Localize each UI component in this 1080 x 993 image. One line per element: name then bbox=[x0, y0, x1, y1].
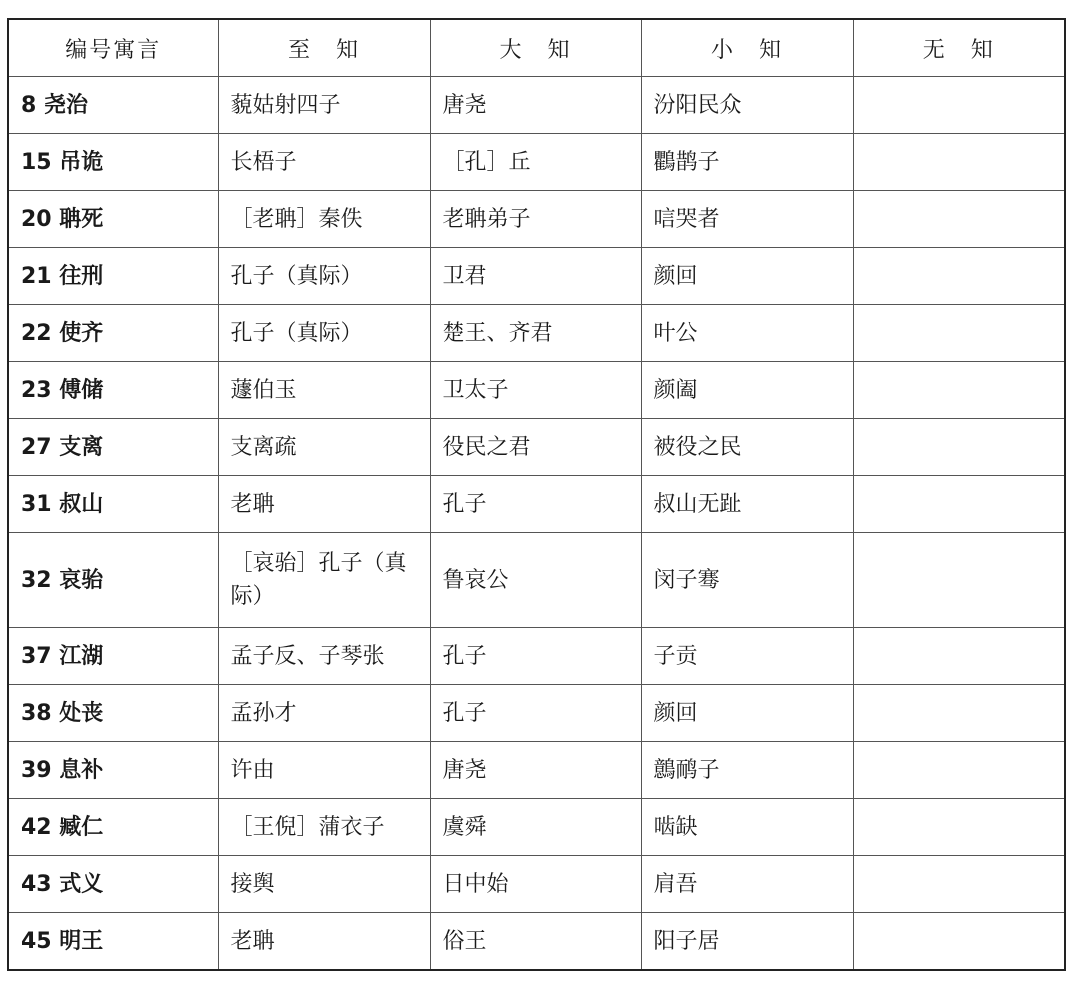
no-knowledge-cell bbox=[853, 856, 1065, 913]
small-knowledge-cell: 颜回 bbox=[641, 248, 853, 305]
supreme-knowledge-cell: ［老聃］秦佚 bbox=[218, 191, 430, 248]
small-knowledge-cell: 啮缺 bbox=[641, 799, 853, 856]
table-row bbox=[8, 476, 1065, 533]
no-knowledge-cell bbox=[853, 362, 1065, 419]
table-row bbox=[8, 856, 1065, 913]
table-row bbox=[8, 362, 1065, 419]
table-row bbox=[8, 419, 1065, 476]
supreme-knowledge-cell: 蘧伯玉 bbox=[218, 362, 430, 419]
great-knowledge-cell: 鲁哀公 bbox=[430, 533, 641, 628]
fable-cell: 43 式义 bbox=[8, 856, 218, 913]
header-row bbox=[8, 19, 1065, 77]
header-cell-fable: 编号寓言 bbox=[8, 19, 218, 77]
small-knowledge-cell: 汾阳民众 bbox=[641, 77, 853, 134]
fable-cell: 39 息补 bbox=[8, 742, 218, 799]
table-row bbox=[8, 913, 1065, 971]
small-knowledge-cell: 肩吾 bbox=[641, 856, 853, 913]
no-knowledge-cell bbox=[853, 134, 1065, 191]
fable-cell: 31 叔山 bbox=[8, 476, 218, 533]
great-knowledge-cell: 孔子 bbox=[430, 476, 641, 533]
supreme-knowledge-cell: 老聃 bbox=[218, 913, 430, 971]
fable-cell: 8 尧治 bbox=[8, 77, 218, 134]
no-knowledge-cell bbox=[853, 419, 1065, 476]
table-row bbox=[8, 685, 1065, 742]
great-knowledge-cell: 孔子 bbox=[430, 628, 641, 685]
great-knowledge-cell: 老聃弟子 bbox=[430, 191, 641, 248]
no-knowledge-cell bbox=[853, 476, 1065, 533]
no-knowledge-cell bbox=[853, 799, 1065, 856]
table-row bbox=[8, 799, 1065, 856]
supreme-knowledge-cell: ［王倪］蒲衣子 bbox=[218, 799, 430, 856]
supreme-knowledge-cell: 长梧子 bbox=[218, 134, 430, 191]
supreme-knowledge-cell: 孟子反、子琴张 bbox=[218, 628, 430, 685]
fable-cell: 32 哀骀 bbox=[8, 533, 218, 628]
header-cell-great-knowledge: 大 知 bbox=[430, 19, 641, 77]
fable-cell: 37 江湖 bbox=[8, 628, 218, 685]
supreme-knowledge-cell: 孔子（真际） bbox=[218, 305, 430, 362]
table-row bbox=[8, 248, 1065, 305]
table-row bbox=[8, 77, 1065, 134]
great-knowledge-cell: 孔子 bbox=[430, 685, 641, 742]
great-knowledge-cell: 楚王、齐君 bbox=[430, 305, 641, 362]
table-row bbox=[8, 742, 1065, 799]
header-cell-small-knowledge: 小 知 bbox=[641, 19, 853, 77]
supreme-knowledge-cell: 接舆 bbox=[218, 856, 430, 913]
small-knowledge-cell: 鷾鸸子 bbox=[641, 742, 853, 799]
table-body bbox=[8, 77, 1065, 971]
table-row bbox=[8, 134, 1065, 191]
no-knowledge-cell bbox=[853, 742, 1065, 799]
small-knowledge-cell: 颜回 bbox=[641, 685, 853, 742]
small-knowledge-cell: 颜阖 bbox=[641, 362, 853, 419]
great-knowledge-cell: 唐尧 bbox=[430, 77, 641, 134]
small-knowledge-cell: 叶公 bbox=[641, 305, 853, 362]
fable-cell: 27 支离 bbox=[8, 419, 218, 476]
great-knowledge-cell: 役民之君 bbox=[430, 419, 641, 476]
table-row bbox=[8, 191, 1065, 248]
great-knowledge-cell: 唐尧 bbox=[430, 742, 641, 799]
small-knowledge-cell: 阳子居 bbox=[641, 913, 853, 971]
small-knowledge-cell: 鸜鹊子 bbox=[641, 134, 853, 191]
small-knowledge-cell: 叔山无趾 bbox=[641, 476, 853, 533]
fable-cell: 21 往刑 bbox=[8, 248, 218, 305]
great-knowledge-cell: 虞舜 bbox=[430, 799, 641, 856]
no-knowledge-cell bbox=[853, 77, 1065, 134]
supreme-knowledge-cell: 支离疏 bbox=[218, 419, 430, 476]
great-knowledge-cell: ［孔］丘 bbox=[430, 134, 641, 191]
table-row bbox=[8, 628, 1065, 685]
great-knowledge-cell: 日中始 bbox=[430, 856, 641, 913]
supreme-knowledge-cell: 藐姑射四子 bbox=[218, 77, 430, 134]
fable-cell: 22 使齐 bbox=[8, 305, 218, 362]
table-row bbox=[8, 305, 1065, 362]
supreme-knowledge-cell: 老聃 bbox=[218, 476, 430, 533]
no-knowledge-cell bbox=[853, 628, 1065, 685]
small-knowledge-cell: 唁哭者 bbox=[641, 191, 853, 248]
great-knowledge-cell: 俗王 bbox=[430, 913, 641, 971]
supreme-knowledge-cell: 许由 bbox=[218, 742, 430, 799]
small-knowledge-cell: 被役之民 bbox=[641, 419, 853, 476]
no-knowledge-cell bbox=[853, 191, 1065, 248]
fable-cell: 42 臧仁 bbox=[8, 799, 218, 856]
header-cell-no-knowledge: 无 知 bbox=[853, 19, 1065, 77]
supreme-knowledge-cell: ［哀骀］孔子（真际） bbox=[218, 533, 430, 628]
great-knowledge-cell: 卫君 bbox=[430, 248, 641, 305]
fable-knowledge-table bbox=[7, 18, 1066, 971]
fable-cell: 23 傅储 bbox=[8, 362, 218, 419]
no-knowledge-cell bbox=[853, 913, 1065, 971]
fable-cell: 38 处丧 bbox=[8, 685, 218, 742]
small-knowledge-cell: 子贡 bbox=[641, 628, 853, 685]
no-knowledge-cell bbox=[853, 305, 1065, 362]
no-knowledge-cell bbox=[853, 248, 1065, 305]
great-knowledge-cell: 卫太子 bbox=[430, 362, 641, 419]
supreme-knowledge-cell: 孟孙才 bbox=[218, 685, 430, 742]
fable-cell: 20 聃死 bbox=[8, 191, 218, 248]
no-knowledge-cell bbox=[853, 685, 1065, 742]
supreme-knowledge-cell: 孔子（真际） bbox=[218, 248, 430, 305]
header-cell-supreme-knowledge: 至 知 bbox=[218, 19, 430, 77]
table-row bbox=[8, 533, 1065, 628]
fable-cell: 15 吊诡 bbox=[8, 134, 218, 191]
table-container bbox=[7, 18, 1064, 971]
no-knowledge-cell bbox=[853, 533, 1065, 628]
small-knowledge-cell: 闵子骞 bbox=[641, 533, 853, 628]
fable-cell: 45 明王 bbox=[8, 913, 218, 971]
